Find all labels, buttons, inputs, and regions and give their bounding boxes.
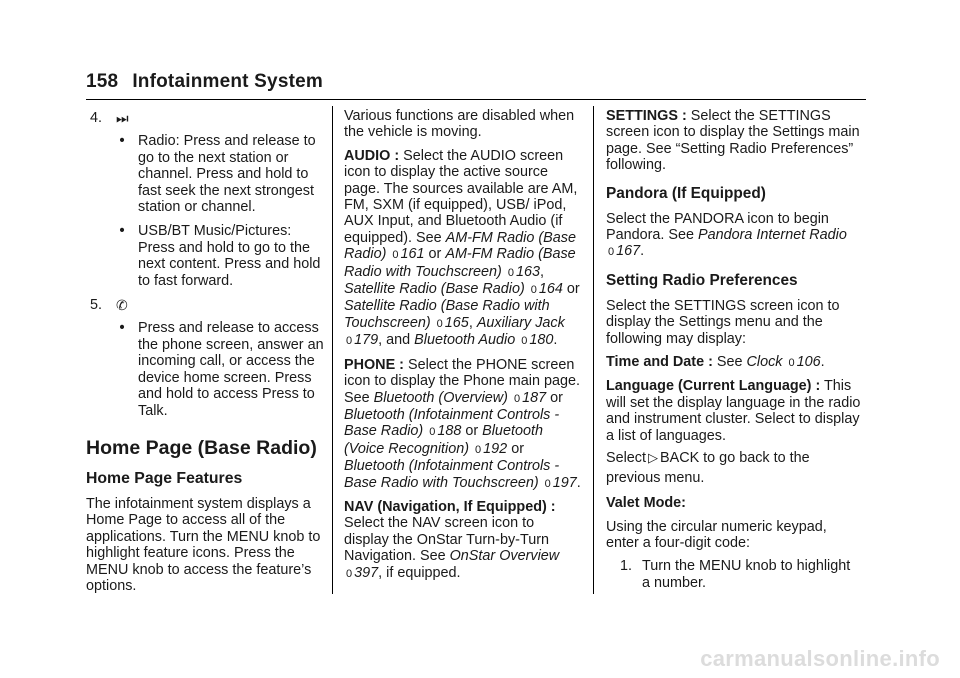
heading-home-page: Home Page (Base Radio) [86,436,317,459]
xref-link[interactable]: Pandora Internet Radio [698,227,847,244]
page-ref-icon: 0 [608,246,615,259]
xref-link[interactable]: Satellite Radio (Base Radio) [344,281,525,298]
pandora-paragraph [606,211,862,261]
connector-text: . [553,332,558,349]
xref-link[interactable]: Satellite Radio (Base Radio with Touchscreen) [344,298,550,331]
connector-text: or [465,423,479,440]
page-ref[interactable]: 161 [400,246,425,263]
valet-paragraph: Using the circular numeric keypad, enter a four-digit code: [606,518,827,551]
bullet-dot: • [119,320,125,337]
connector-text: , [540,263,544,280]
page-ref[interactable]: 192 [483,440,508,457]
seek-forward-icon: ⏭ [116,110,129,126]
xref-link[interactable]: Clock [746,354,783,371]
page-ref[interactable]: 167 [616,243,641,260]
xref-link[interactable]: AM-FM Radio (Base Radio with Touchscreen) [344,246,576,280]
phone-text: Select the PHONE screen icon to display the Phone main page. See [344,356,581,406]
language-text: This will set the display language in the radio and instrument cluster. Select to display a list of languages. [606,378,861,444]
settings-text: Select the SETTINGS screen icon to display the Settings main page. See “Setting Radio Preferences” following. [606,108,860,174]
page-ref-icon: 0 [436,317,443,330]
phone-label: PHONE : [344,356,404,373]
audio-label: AUDIO : [344,147,400,164]
xref-link[interactable]: Bluetooth (Infotainment Controls - Base Radio) [344,406,560,440]
page-ref[interactable]: 188 [437,423,462,440]
page-ref[interactable]: 164 [538,281,563,298]
column-divider-2 [593,106,594,594]
subheading-home-page-features: Home Page Features [86,469,243,487]
xref-link[interactable]: Bluetooth (Overview) [373,389,508,406]
time-label: Time and Date : [606,354,713,371]
nav-label: NAV (Navigation, If Equipped) : [344,498,556,515]
watermark: carmanualsonline.info [700,646,940,671]
page-ref[interactable]: 180 [529,332,554,349]
intro-paragraph: Various functions are disabled when the vehicle is moving. [344,108,575,141]
page-ref[interactable]: 179 [354,332,379,349]
bullet-usb-music [106,223,324,289]
item-number: 5. [90,297,103,314]
page-ref[interactable]: 197 [552,474,577,491]
back-paragraph [606,448,862,488]
bullet-dot: • [119,223,125,240]
bullet-dot: • [119,133,125,150]
connector-text: , [468,314,473,331]
connector-text: . [820,354,825,371]
step-number: 1. [620,558,633,575]
page-ref[interactable]: 165 [444,314,469,331]
connector-text: or [428,246,442,263]
page-number: 158 [86,71,119,92]
page-ref[interactable]: 187 [522,389,547,406]
bullet-radio [106,133,324,215]
connector-text: . [640,243,645,260]
column-1 [86,108,324,601]
nav-paragraph [344,499,582,582]
settings-paragraph [606,108,862,174]
connector-text: , if equipped. [378,564,461,581]
page-ref-icon: 0 [530,284,537,297]
page-header [86,71,323,93]
page-ref-icon: 0 [346,567,353,580]
column-2 [344,108,582,589]
xref-link[interactable]: AM-FM Radio (Base Radio) [344,229,576,263]
settings-label: SETTINGS : [606,108,687,124]
page-ref-icon: 0 [475,443,482,456]
step-text: Turn the MENU knob to highlight a number. [642,558,851,591]
nav-text: Select the NAV screen icon to display the OnStar Turn-by-Turn Navigation. See [344,515,550,565]
connector-text: or [566,281,580,298]
page-ref-icon: 0 [521,335,528,348]
page-ref-icon: 0 [544,477,551,490]
connector-text: . [576,474,581,491]
page-ref-icon: 0 [429,426,436,439]
language-paragraph [606,378,862,444]
back-text: BACK to go back to the previous menu. [606,450,810,487]
connector-text: or [550,389,563,406]
pandora-text: Select the PANDORA icon to begin Pandora. See [606,210,829,244]
audio-paragraph [344,148,582,350]
phone-paragraph [344,357,582,492]
time-see: See [716,354,743,371]
page-ref[interactable]: 163 [515,263,540,280]
features-paragraph: The infotainment system displays a Home Page to access all of the applications. Turn the MENU knob to highlight feature icons. Press the MENU knob to access the feature’s options. [86,495,321,594]
heading-pandora: Pandora (If Equipped) [606,184,766,202]
page-ref-icon: 0 [392,249,399,262]
page-ref-icon: 0 [513,392,521,405]
back-triangle-icon: ▷ [648,450,658,466]
phone-icon: ✆ [116,297,128,314]
time-date-paragraph [606,354,862,371]
xref-link[interactable]: Bluetooth (Voice Recognition) [344,423,543,457]
bullet-phone [106,320,324,418]
connector-text: , and [378,332,411,349]
column-divider-1 [332,106,333,594]
bullet-text: USB/BT Music/Pictures: Press and hold to go to the next content. Press and hold to fast forward. [138,223,321,289]
page-ref-icon: 0 [507,266,514,279]
step-1 [620,558,862,591]
list-item-5 [90,297,324,313]
xref-link[interactable]: Auxiliary Jack [476,314,565,331]
column-3 [606,108,862,591]
section-title: Infotainment System [132,71,323,92]
setting-paragraph: Select the SETTINGS screen icon to display the Settings menu and the following may display: [606,297,840,347]
list-item-4 [90,110,324,126]
heading-setting-radio-preferences: Setting Radio Preferences [606,271,798,289]
page-ref[interactable]: 397 [354,564,379,581]
bullet-text: Radio: Press and release to go to the next station or channel. Press and hold to fast seek the next strongest station or channel. [138,133,316,216]
item-number: 4. [90,110,103,126]
page-ref-icon: 0 [788,357,795,370]
page-ref[interactable]: 106 [796,354,821,371]
bullet-text: Press and release to access the phone screen, answer an incoming call, or access the device home screen. Press and hold to access Press to Talk. [138,320,324,419]
select-word: Select [606,450,646,467]
audio-text: Select the AUDIO screen icon to display the active source page. The sources available are AM, FM, SXM (if equipped), USB/ iPod, AUX Input, and Bluetooth Audio (if equipped). See [344,147,578,246]
header-rule [86,99,866,100]
xref-link[interactable]: OnStar Overview [449,548,560,565]
connector-text: or [511,440,524,457]
page-ref-icon: 0 [346,335,353,348]
language-label: Language (Current Language) : [606,378,821,395]
valet-label: Valet Mode: [606,495,686,512]
xref-link[interactable]: Bluetooth (Infotainment Controls - Base Radio with Touchscreen) [344,458,560,491]
xref-link[interactable]: Bluetooth Audio [414,332,516,349]
